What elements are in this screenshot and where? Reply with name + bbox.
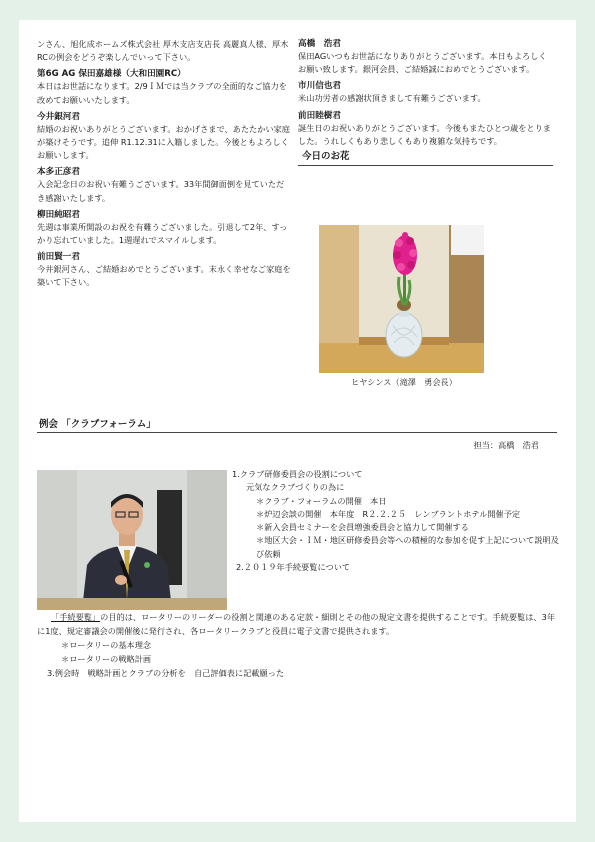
member-message: 入会記念日のお祝い有難うございます。33年間御面倒を見ていただき感謝いたします。 [37, 179, 285, 203]
member-name: 高橋 浩君 [298, 39, 341, 49]
hyacinth-photo [319, 225, 484, 373]
smile-box-left-column [37, 38, 292, 290]
member-message: 本日はお世話になります。2/9ＩＭでは当クラブの全面的なご協力を改めてお願いいたします。 [37, 81, 287, 105]
agenda-line: ＊クラブ・フォーラムの開催 本日 [256, 495, 387, 506]
flower-caption: ヒヤシンス（滝澤 勇会長） [351, 377, 457, 387]
newsletter-page [19, 20, 576, 822]
agenda-line: ＊地区大会・ＩＭ・地区研修委員会等への積極的な参加を促す上記について説明及び依頼 [256, 535, 559, 559]
forum-agenda [232, 468, 562, 574]
manual-description [37, 610, 562, 638]
manual-bullet: ＊ロータリーの戦略計画 [61, 654, 152, 664]
speaker-photo [37, 470, 227, 610]
manual-title: 「手続要覧」 [51, 612, 101, 622]
member-message: 誕生日のお祝いありがとうございます。今後もまたひとつ歳をとりました。うれしくもあり悲しくもあり複雑な気持ちです。 [298, 122, 551, 146]
smile-box-right-column [298, 38, 553, 166]
continued-message: ンさん、旭化成ホームズ株式会社 厚木支店支店長 高麗真人様、厚木RCの例会をどうぞ楽しんでいって下さい。 [37, 39, 289, 63]
agenda-line: ＊炉辺会談の開催 本年度 R２.２.２５ レンブラントホテル開催予定 [256, 508, 521, 519]
member-message: 先週は事業所開設のお祝を有難うございました。引退して2年、すっかり忘れていました。1週遅れでスマイルします。 [37, 221, 288, 246]
member-name: 今井銀河君 [37, 111, 80, 122]
agenda-line: 2.２０１９年手続要覧について [236, 562, 351, 573]
member-message: 今井銀河さん、ご結婚おめでとうございます。末永く幸せなご家庭を築いて下さい。 [37, 264, 291, 288]
manual-text: の目的は、ロータリーのリーダーの役割と関連のある定款・細則とその他の規定文書を提供することです。手続要覧は、3年に1度、規定審議会の開催後に発行され、各ロータリークラブと役員に電子文書で提供されます。 [37, 612, 556, 636]
agenda-line-3: 3.例会時 戦略計画とクラブの分析を 自己評価表に記載願った [47, 668, 285, 678]
member-name: 本多正彦君 [37, 167, 80, 178]
member-name: 柳田純昭君 [37, 209, 80, 220]
flower-section-heading: 今日のお花 [298, 150, 553, 166]
member-name: 前田睦樹君 [298, 110, 341, 121]
forum-manual-description [37, 610, 562, 680]
manual-bullet: ＊ロータリーの基本理念 [61, 640, 152, 650]
member-message: 米山功労者の感謝状頂きまして有難うございます。 [298, 93, 486, 104]
agenda-line: 1.クラブ研修委員会の役割について [232, 469, 363, 479]
member-message: 保田AGいつもお世話になりありがとうございます。本日もよろしくお願い致します。銀河会員、ご結婚誠におめでとうございます。 [298, 51, 547, 75]
agenda-line: 元気なクラブづくりの為に [246, 482, 345, 493]
forum-presenter: 担当：高橋 浩君 [473, 440, 539, 450]
member-name: 市川信也君 [298, 81, 341, 92]
forum-section-heading: 例会 「クラブフォーラム」 [37, 418, 557, 433]
member-message: 結婚のお祝いありがとうございます。おかげさまで、あたたかい家庭が築けそうです。追伸 R1.12.31に入籍しました。今後ともよろしくお願いします。 [37, 123, 290, 161]
member-name: 第6G AG 保田嘉雄様（大和田園RC） [37, 69, 186, 80]
member-name: 前田賢一君 [37, 252, 80, 263]
agenda-line: ＊新入会員セミナーを会員増強委員会と協力して開催する [256, 522, 469, 533]
